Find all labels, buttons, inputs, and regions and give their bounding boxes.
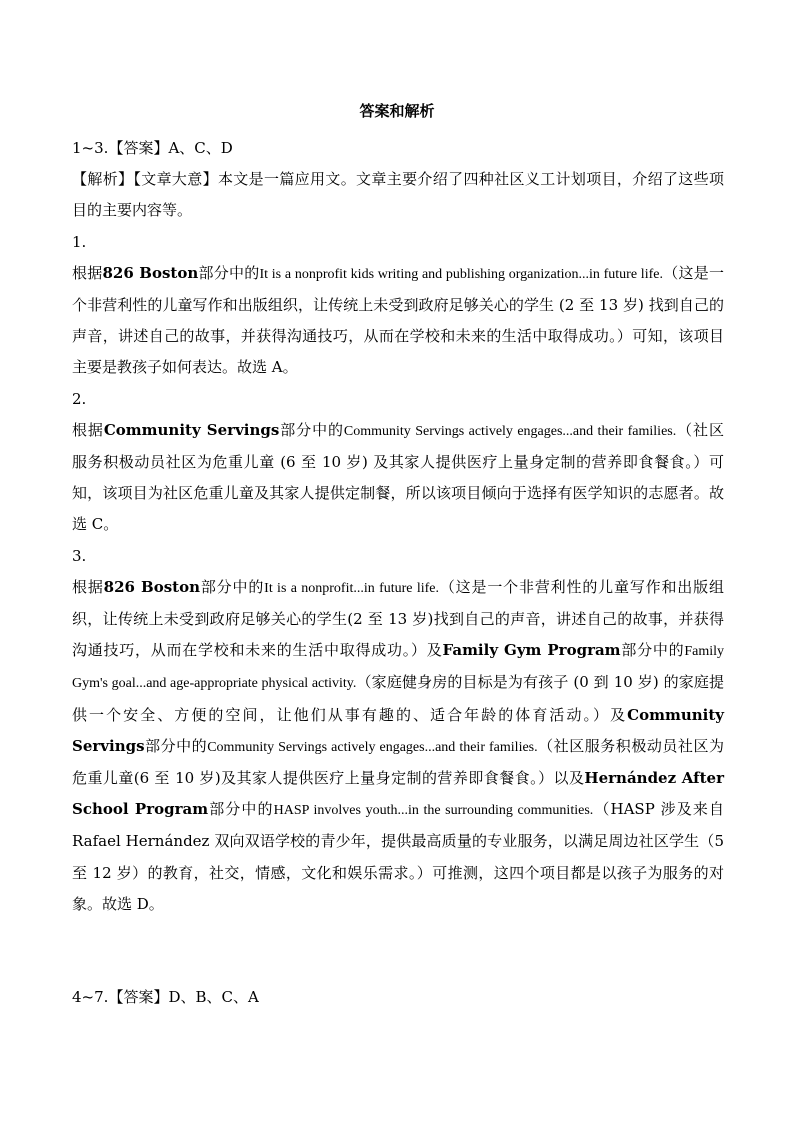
explain-text: （这是一个非营利性的儿童写作和出版组织，让传统上未受到政府足够关心的学生(2 至 13 岁)找到自己的声音，讲述自己的故事，并获得沟通技巧，从而在学校和未来的生活中取得成功。）及: [72, 577, 724, 660]
question-explanation-3: [72, 572, 724, 920]
section-name: Family Gym Program: [442, 641, 621, 660]
mid-text: 部分中的: [144, 736, 208, 755]
answer-value: D、B、C、A: [168, 988, 259, 1007]
mid-text: 部分中的: [279, 420, 344, 439]
quote-text: Community Servings actively engages...and their families.: [207, 739, 538, 755]
question-number-3: 3.: [72, 546, 87, 565]
page-title: 答案和解析: [359, 102, 435, 120]
mid-text: 部分中的: [200, 577, 265, 596]
lead-text: 根据: [72, 577, 104, 596]
section-name: Community Servings: [103, 420, 280, 439]
quote-text: HASP involves youth...in the surrounding communities.: [273, 803, 594, 819]
analysis-tag: 【解析】【文章大意】: [72, 170, 218, 189]
answer-tag: 【答案】: [108, 139, 169, 157]
answer-value: A、C、D: [168, 139, 233, 157]
lead-text: 根据: [72, 263, 103, 282]
question-explanation-1: [72, 258, 724, 384]
mid-text: 部分中的: [208, 800, 274, 819]
analysis-summary: [72, 164, 724, 226]
answer-line-1-3: [72, 133, 724, 164]
section-name: Community Servings: [72, 705, 724, 755]
mid-text: 部分中的: [620, 641, 685, 660]
answer-line-4-7: [72, 982, 724, 1013]
lead-text: 根据: [72, 420, 104, 439]
answer-prefix: 4~7.: [72, 988, 109, 1007]
answer-tag: 【答案】: [108, 988, 169, 1007]
quote-text: Community Servings actively engages...and their families.: [343, 423, 677, 439]
explain-text: （社区服务积极动员社区为危重儿童 (6 至 10 岁) 及其家人提供医疗上量身定制的营养即食餐食。）可知，该项目为社区危重儿童及其家人提供定制餐，所以该项目倾向于选择有医学知识的志愿者。故选 C。: [72, 420, 724, 534]
mid-text: 部分中的: [198, 263, 260, 282]
quote-text: It is a nonprofit...in future life.: [264, 580, 440, 596]
question-number-2: 2.: [72, 389, 87, 408]
spacer: [72, 920, 724, 982]
explain-text: （社区服务积极动员社区为危重儿童(6 至 10 岁)及其家人提供医疗上量身定制的营养即食餐食。）以及: [72, 736, 724, 788]
section-name: Hernández After School Program: [72, 769, 724, 819]
summary-text: 本文是一篇应用文。文章主要介绍了四种社区义工计划项目，介绍了这些项目的主要内容等。: [72, 170, 724, 220]
section-name: 826 Boston: [102, 263, 199, 282]
question-explanation-2: [72, 415, 724, 541]
explain-text: （HASP 涉及来自 Rafael Hernández 双向双语学校的青少年，提供最高质量的专业服务，以满足周边社区学生（5 至 12 岁）的教育，社交，情感，文化和娱乐需求。）可推测，这四个项目都是以孩子为服务的对象。故选 D。: [72, 800, 724, 913]
answer-content: [72, 133, 724, 1013]
section-name: 826 Boston: [103, 577, 201, 596]
quote-text: It is a nonprofit kids writing and publishing organization...in future life.: [259, 266, 663, 282]
question-number-1: 1.: [72, 232, 87, 251]
explain-text: （家庭健身房的目标是为有孩子 (0 到 10 岁) 的家庭提供一个安全、方便的空间，让他们从事有趣的、适合年龄的体育活动。）及: [72, 673, 724, 724]
answer-prefix: 1~3.: [72, 139, 109, 157]
explain-text: （这是一个非营利性的儿童写作和出版组织，让传统上未受到政府足够关心的学生 (2 至 13 岁) 找到自己的声音，讲述自己的故事，并获得沟通技巧，从而在学校和未来的生活中取得成功。）可知，该项目主要是教孩子如何表达。故选 A。: [72, 263, 724, 377]
quote-text: Family Gym's goal...and age-appropriate physical activity.: [72, 644, 724, 692]
